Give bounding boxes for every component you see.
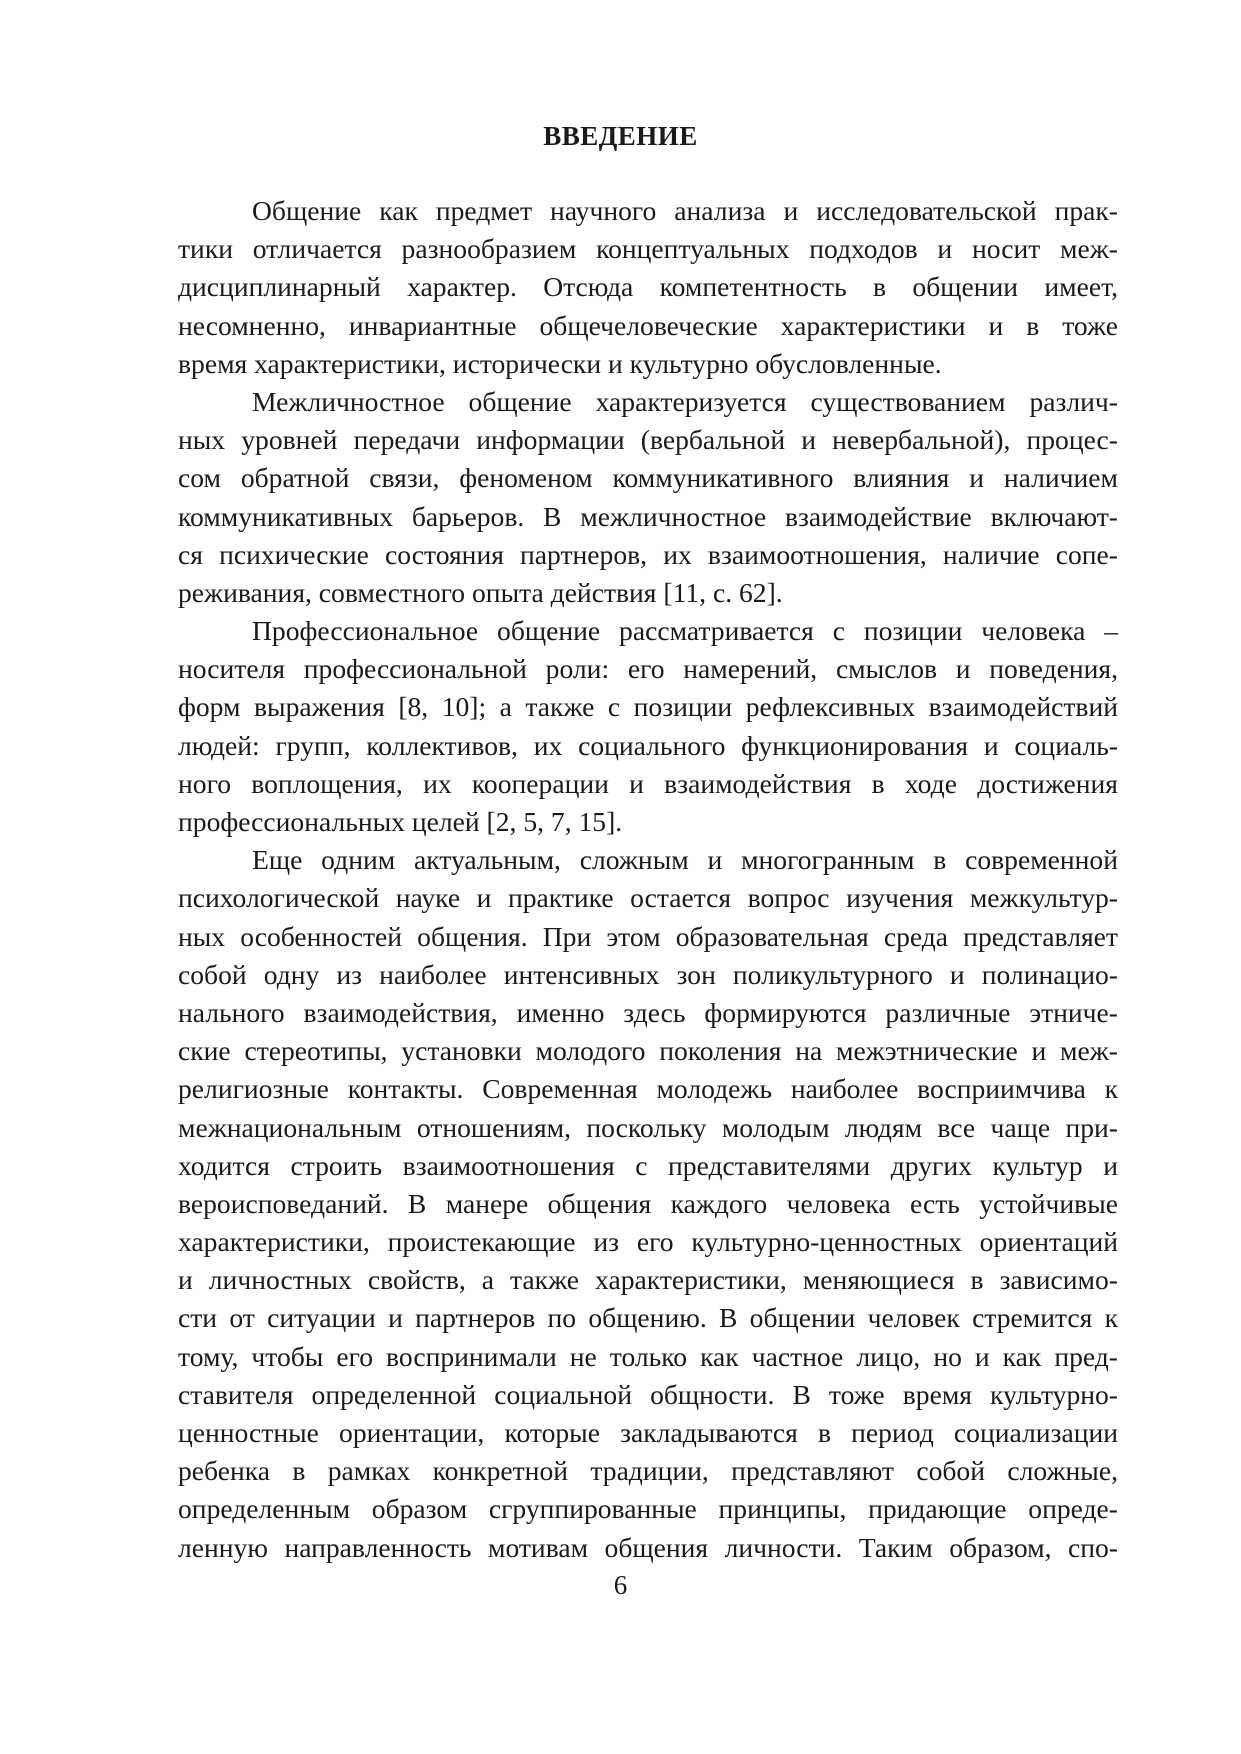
page-number: 6 [613, 1570, 628, 1600]
text-line: людей: групп, коллективов, их социального функционирования и социаль- [178, 729, 1118, 761]
paragraph-1 [178, 192, 1118, 383]
text-line: Еще одним актуальным, сложным и многогранным в современной [252, 844, 1118, 876]
text-line: профессиональных целей [2, 5, 7, 15]. [178, 806, 623, 837]
text-line: религиозные контакты. Современная молодежь наиболее восприимчива к [178, 1073, 1118, 1105]
text-line: дисциплинарный характер. Отсюда компетентность в общении имеет, [178, 271, 1118, 303]
text-line: и личностных свойств, а также характеристики, меняющиеся в зависимо- [178, 1264, 1118, 1296]
text-line: ценностные ориентации, которые закладываются в период социализации [178, 1417, 1118, 1448]
text-line: Межличностное общение характеризуется существованием различ- [252, 385, 1118, 417]
text-line: психологической науке и практике остается вопрос изучения межкультур- [178, 882, 1118, 914]
text-line: Профессиональное общение рассматривается с позиции человека – [252, 615, 1118, 647]
paragraph-3 [178, 612, 1118, 841]
text-line: определенным образом сгруппированные принципы, придающие опреде- [178, 1493, 1118, 1525]
text-line: Общение как предмет научного анализа и исследовательской прак- [252, 195, 1118, 226]
text-line: ходится строить взаимоотношения с представителями других культур и [178, 1149, 1118, 1181]
text-line: нального взаимодействия, именно здесь формируются различные этниче- [178, 996, 1118, 1028]
text-line: ных особенностей общения. При этом образовательная среда представляет [178, 920, 1118, 952]
body-text [178, 192, 1118, 1567]
text-line: носителя профессиональной роли: его намерений, смыслов и поведения, [178, 653, 1118, 685]
text-line: ного воплощения, их кооперации и взаимодействия в ходе достижения [178, 767, 1118, 799]
text-line: реживания, совместного опыта действия [11, с. 62]. [178, 576, 783, 608]
paragraph-4 [178, 841, 1118, 1567]
paragraph-2 [178, 383, 1118, 612]
text-line: ленную направленность мотивам общения личности. Таким образом, спо- [178, 1531, 1118, 1563]
text-line: межнациональным отношениям, поскольку молодым людям все чаще при- [178, 1111, 1118, 1143]
text-line: коммуникативных барьеров. В межличностное взаимодействие включают- [178, 500, 1118, 532]
text-line: вероисповеданий. В манере общения каждого человека есть устойчивые [178, 1187, 1118, 1219]
text-line: время характеристики, исторически и культурно обусловленные. [178, 347, 942, 379]
text-line: несомненно, инвариантные общечеловеческие характеристики и в тоже [178, 309, 1118, 341]
text-line: ся психические состояния партнеров, их взаимоотношения, наличие сопе- [178, 538, 1118, 570]
text-line: ных уровней передачи информации (вербальной и невербальной), процес- [178, 424, 1118, 456]
text-line: форм выражения [8, 10]; а также с позиции рефлексивных взаимодействий [178, 691, 1118, 723]
text-line: собой одну из наиболее интенсивных зон поликультурного и полинацио- [178, 958, 1118, 990]
text-line: тому, чтобы его воспринимали не только как частное лицо, но и как пред- [178, 1340, 1118, 1372]
text-line: тики отличается разнообразием концептуальных подходов и носит меж- [178, 233, 1118, 265]
text-line: ские стереотипы, установки молодого поколения на межэтнические и меж- [178, 1035, 1118, 1067]
text-line: ставителя определенной социальной общности. В тоже время культурно- [178, 1378, 1118, 1410]
text-line: сти от ситуации и партнеров по общению. В общении человек стремится к [178, 1302, 1118, 1334]
text-line: сом обратной связи, феноменом коммуникативного влияния и наличием [178, 462, 1118, 494]
text-line: характеристики, проистекающие из его культурно-ценностных ориентаций [178, 1226, 1118, 1258]
text-line: ребенка в рамках конкретной традиции, представляют собой сложные, [178, 1455, 1118, 1487]
section-heading: ВВЕДЕНИЕ [543, 121, 698, 151]
